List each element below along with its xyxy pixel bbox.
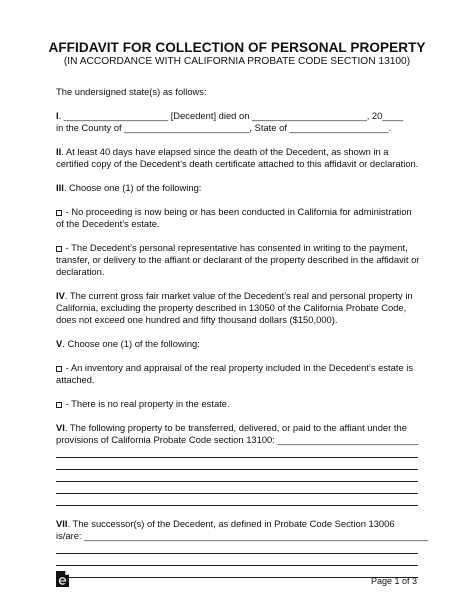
section-5-option-1-checkbox[interactable] <box>56 366 62 372</box>
section-5-option-2 <box>56 398 230 410</box>
section-6-text-1: . The following property to be transferred, delivered, or paid to the affiant under the <box>64 422 407 433</box>
section-5-option-1-text-1: - An inventory and appraisal of the real property included in the Decedent’s estate is <box>65 362 414 373</box>
section-4-text-1: . The current gross fair market value of the Decedent’s real and personal property in <box>64 290 413 301</box>
section-6-line-2: provisions of California Probate Code section 13100: ___________________________ <box>56 434 419 445</box>
section-2-number: II <box>56 146 62 157</box>
section-5-number: V <box>56 338 63 349</box>
section-3-heading <box>56 182 201 194</box>
section-5-heading <box>56 338 200 350</box>
section-3-option-2-text-1: - The Decedent’s personal representative has consented in writing to the payment, <box>65 242 408 253</box>
section-3-option-1-checkbox[interactable] <box>56 210 62 216</box>
section-3-option-1-line-2: of the Decedent’s estate. <box>56 218 160 229</box>
section-3-option-2-line-3: declaration. <box>56 266 105 277</box>
section-6-blank-line-5[interactable] <box>56 505 418 506</box>
section-5-option-1-line-2: attached. <box>56 374 95 385</box>
section-5-option-2-checkbox[interactable] <box>56 402 62 408</box>
section-5-option-1 <box>56 362 413 374</box>
section-1-line-2: in the County of ________________________, State of ___________________. <box>56 122 392 133</box>
section-3-heading-text: . Choose one (1) of the following: <box>63 182 202 193</box>
section-1-number: I <box>56 110 59 121</box>
section-5-option-2-text-1: - There is no real property in the estate. <box>65 398 230 409</box>
section-4-number: IV <box>56 290 65 301</box>
section-7-line-2: is/are: __________________________________________________________________ <box>56 530 429 541</box>
section-4-line-3: does not exceed one hundred and fifty thousand dollars ($150,000). <box>56 314 338 325</box>
section-3-option-2-line-2: transfer, or delivery to the affiant or declarant of the property described in the affidavit or <box>56 254 420 265</box>
section-3-option-2 <box>56 242 408 254</box>
section-1-line-1 <box>56 110 403 122</box>
section-7-text-1: . The successor(s) of the Decedent, as defined in Probate Code Section 13006 <box>67 518 395 529</box>
section-5-heading-text: . Choose one (1) of the following: <box>62 338 200 349</box>
section-7-blank-line-3[interactable] <box>56 577 418 578</box>
section-7-blank-line-1[interactable] <box>56 553 418 554</box>
section-2-line-1 <box>56 146 389 158</box>
document-title: AFFIDAVIT FOR COLLECTION OF PERSONAL PROPERTY <box>48 40 426 55</box>
section-3-option-2-checkbox[interactable] <box>56 246 62 252</box>
section-1-text-1: . ____________________ [Decedent] died on ______________________, 20____ <box>58 110 404 121</box>
section-6-blank-line-4[interactable] <box>56 493 418 494</box>
section-3-option-1 <box>56 206 412 218</box>
section-7-line-1 <box>56 518 395 530</box>
section-6-blank-line-3[interactable] <box>56 481 418 482</box>
eforms-logo-icon <box>56 571 69 587</box>
section-7-blank-line-2[interactable] <box>56 565 418 566</box>
section-6-blank-line-2[interactable] <box>56 469 418 470</box>
section-2-text-1: . At least 40 days have elapsed since the death of the Decedent, as shown in a <box>61 146 389 157</box>
section-6-line-1 <box>56 422 407 434</box>
intro-statement: The undersigned state(s) as follows: <box>56 86 207 97</box>
section-2-line-2: certified copy of the Decedent’s death certificate attached to this affidavit or declaration. <box>56 158 419 169</box>
section-3-option-1-text-1: - No proceeding is now being or has been conducted in California for administration <box>65 206 412 217</box>
section-6-number: VI <box>56 422 65 433</box>
document-subtitle: (IN ACCORDANCE WITH CALIFORNIA PROBATE CODE SECTION 13100) <box>63 56 411 67</box>
section-3-number: III <box>56 182 64 193</box>
section-6-blank-line-1[interactable] <box>56 457 418 458</box>
section-7-number: VII <box>56 518 68 529</box>
section-4-line-1 <box>56 290 413 302</box>
section-4-line-2: California, excluding the property described in 13050 of the California Probate Code, <box>56 302 407 313</box>
page-number: Page 1 of 3 <box>370 576 417 586</box>
